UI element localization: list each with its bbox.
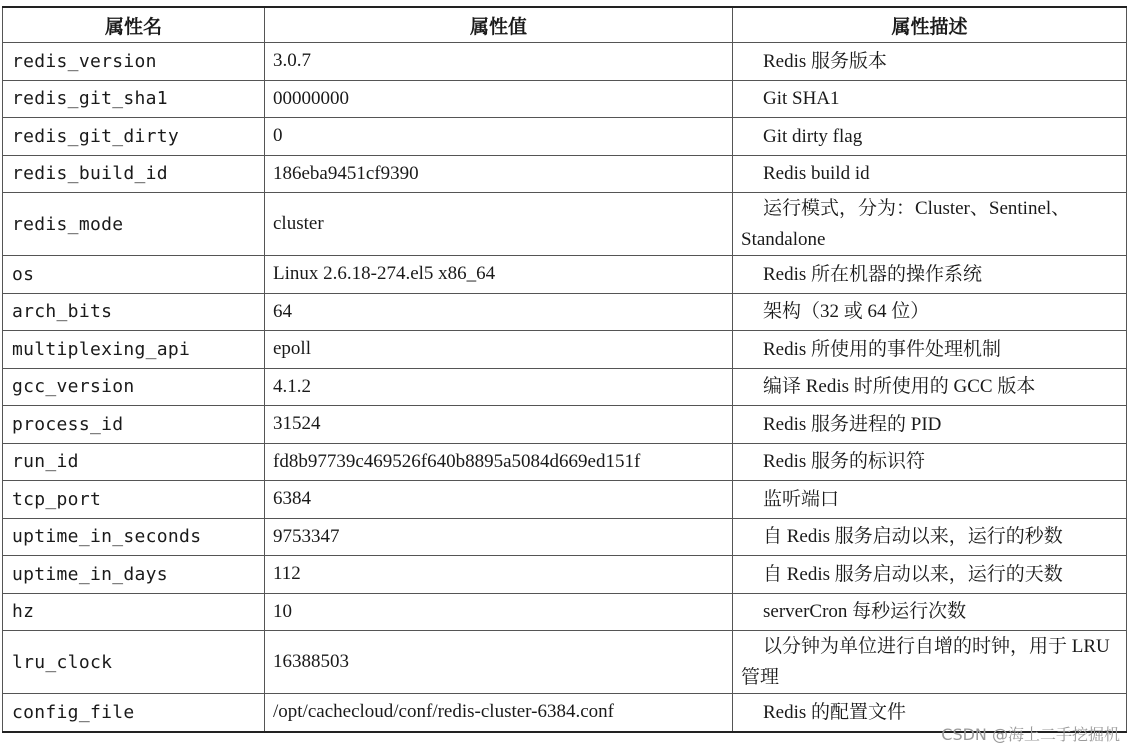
- redis-info-table: [2, 6, 1127, 733]
- attr-desc-cell: Redis 服务的标识符: [733, 443, 1127, 481]
- attr-value-cell: 3.0.7: [265, 43, 733, 81]
- attr-desc-cell: 运行模式，分为：Cluster、Sentinel、Standalone: [733, 193, 1127, 256]
- attr-value-cell: 31524: [265, 406, 733, 444]
- csdn-watermark: CSDN @海上二手挖掘机: [941, 725, 1120, 744]
- table-row: [3, 368, 1127, 406]
- attr-name-cell: hz: [3, 593, 265, 631]
- attr-name-cell: gcc_version: [3, 368, 265, 406]
- attr-name-cell: uptime_in_days: [3, 556, 265, 594]
- table-row: [3, 293, 1127, 331]
- attr-value-cell: 186eba9451cf9390: [265, 155, 733, 193]
- attr-name-cell: redis_version: [3, 43, 265, 81]
- attr-value-cell: 10: [265, 593, 733, 631]
- attr-value-cell: 16388503: [265, 631, 733, 694]
- table-row: [3, 443, 1127, 481]
- header-attr-value: 属性值: [265, 7, 733, 43]
- attr-value-cell: fd8b97739c469526f640b8895a5084d669ed151f: [265, 443, 733, 481]
- attr-value-cell: 112: [265, 556, 733, 594]
- attr-name-cell: process_id: [3, 406, 265, 444]
- table-row: [3, 118, 1127, 156]
- table-row: [3, 556, 1127, 594]
- table-row: [3, 406, 1127, 444]
- attr-name-cell: redis_git_dirty: [3, 118, 265, 156]
- attr-desc-cell: 以分钟为单位进行自增的时钟，用于 LRU 管理: [733, 631, 1127, 694]
- table-row: [3, 481, 1127, 519]
- header-attr-desc: 属性描述: [733, 7, 1127, 43]
- attr-name-cell: run_id: [3, 443, 265, 481]
- attr-desc-cell: Git SHA1: [733, 80, 1127, 118]
- table-row: [3, 155, 1127, 193]
- attr-value-cell: /opt/cachecloud/conf/redis-cluster-6384.conf: [265, 694, 733, 732]
- attr-name-cell: multiplexing_api: [3, 331, 265, 369]
- attr-name-cell: lru_clock: [3, 631, 265, 694]
- attr-desc-cell: serverCron 每秒运行次数: [733, 593, 1127, 631]
- attr-name-cell: redis_git_sha1: [3, 80, 265, 118]
- attr-value-cell: epoll: [265, 331, 733, 369]
- attr-value-cell: 0: [265, 118, 733, 156]
- attr-name-cell: redis_mode: [3, 193, 265, 256]
- attr-desc-cell: Git dirty flag: [733, 118, 1127, 156]
- attr-value-cell: 00000000: [265, 80, 733, 118]
- header-attr-name: 属性名: [3, 7, 265, 43]
- attr-desc-cell: 自 Redis 服务启动以来，运行的天数: [733, 556, 1127, 594]
- attr-value-cell: 4.1.2: [265, 368, 733, 406]
- attr-desc-cell: Redis 的配置文件: [733, 694, 1127, 732]
- attr-name-cell: tcp_port: [3, 481, 265, 519]
- attr-name-cell: config_file: [3, 694, 265, 732]
- table-row: [3, 593, 1127, 631]
- attr-desc-cell: Redis 所在机器的操作系统: [733, 256, 1127, 294]
- table-row: [3, 631, 1127, 694]
- attr-name-cell: os: [3, 256, 265, 294]
- attr-name-cell: uptime_in_seconds: [3, 518, 265, 556]
- table-header-row: [3, 7, 1127, 43]
- attr-name-cell: arch_bits: [3, 293, 265, 331]
- table-row: [3, 518, 1127, 556]
- attr-value-cell: 6384: [265, 481, 733, 519]
- table-row: [3, 256, 1127, 294]
- attr-desc-cell: Redis 所使用的事件处理机制: [733, 331, 1127, 369]
- attr-desc-cell: Redis 服务版本: [733, 43, 1127, 81]
- attr-desc-cell: Redis build id: [733, 155, 1127, 193]
- attr-desc-cell: 自 Redis 服务启动以来，运行的秒数: [733, 518, 1127, 556]
- attr-value-cell: cluster: [265, 193, 733, 256]
- attr-name-cell: redis_build_id: [3, 155, 265, 193]
- attr-value-cell: Linux 2.6.18-274.el5 x86_64: [265, 256, 733, 294]
- attr-desc-cell: 编译 Redis 时所使用的 GCC 版本: [733, 368, 1127, 406]
- table-row: [3, 193, 1127, 256]
- attr-desc-cell: Redis 服务进程的 PID: [733, 406, 1127, 444]
- table-row: [3, 80, 1127, 118]
- attr-value-cell: 9753347: [265, 518, 733, 556]
- attr-desc-cell: 监听端口: [733, 481, 1127, 519]
- attr-desc-cell: 架构（32 或 64 位）: [733, 293, 1127, 331]
- table-row: [3, 331, 1127, 369]
- attr-value-cell: 64: [265, 293, 733, 331]
- table-row: [3, 43, 1127, 81]
